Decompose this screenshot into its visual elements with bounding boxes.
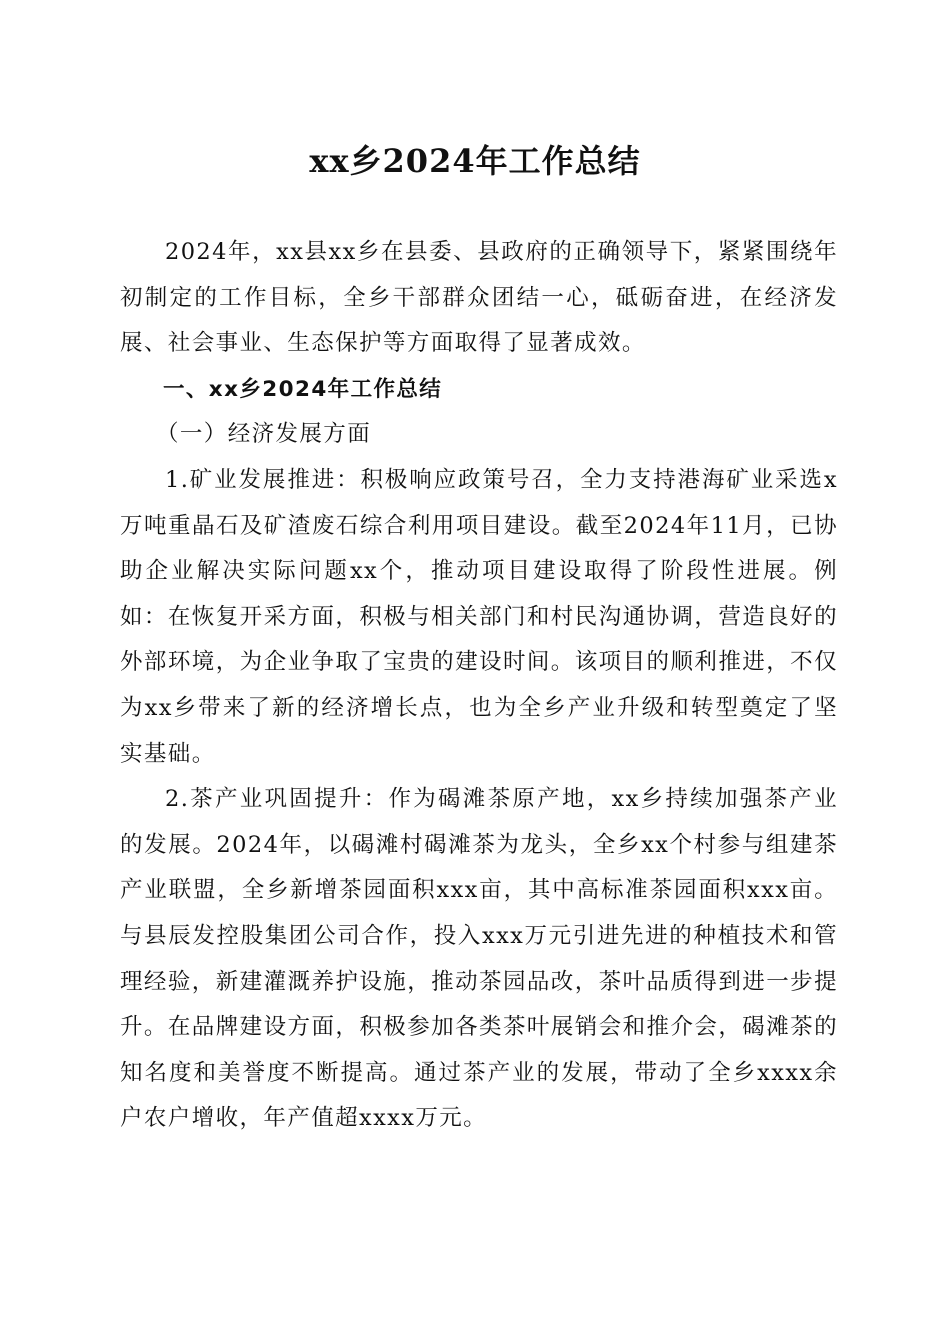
item-paragraph-tea: 2.茶产业巩固提升：作为碣滩茶原产地，xx乡持续加强茶产业的发展。2024年，以碣滩村碣滩茶为龙头，全乡xx个村参与组建茶产业联盟，全乡新增茶园面积xxx亩，其中高标准茶园面积xxx亩。与县辰发控股集团公司合作，投入xxx万元引进先进的种植技术和管理经验，新建灌溉养护设施，推动茶园品改，茶叶品质得到进一步提升。在品牌建设方面，积极参加各类茶叶展销会和推介会，碣滩茶的知名度和美誉度不断提高。通过茶产业的发展，带动了全乡xxxx余户农户增收，年产值超xxxx万元。 xyxy=(120,786,838,1132)
intro-paragraph: 2024年，xx县xx乡在县委、县政府的正确领导下，紧紧围绕年初制定的工作目标，全乡干部群众团结一心，砥砺奋进，在经济发展、社会事业、生态保护等方面取得了显著成效。 xyxy=(120,239,838,357)
item-paragraph-mining: 1.矿业发展推进：积极响应政策号召，全力支持港海矿业采选x万吨重晶石及矿渣废石综合利用项目建设。截至2024年11月，已协助企业解决实际问题xx个，推动项目建设取得了阶段性进展。例如：在恢复开采方面，积极与相关部门和村民沟通协调，营造良好的外部环境，为企业争取了宝贵的建设时间。该项目的顺利推进，不仅为xx乡带来了新的经济增长点，也为全乡产业升级和转型奠定了坚实基础。 xyxy=(120,466,838,767)
subsection-heading: （一）经济发展方面 xyxy=(156,421,372,448)
section-heading: 一、xx乡2024年工作总结 xyxy=(163,376,443,402)
document-title: xx乡2024年工作总结 xyxy=(309,142,641,180)
document-body xyxy=(120,230,838,1142)
